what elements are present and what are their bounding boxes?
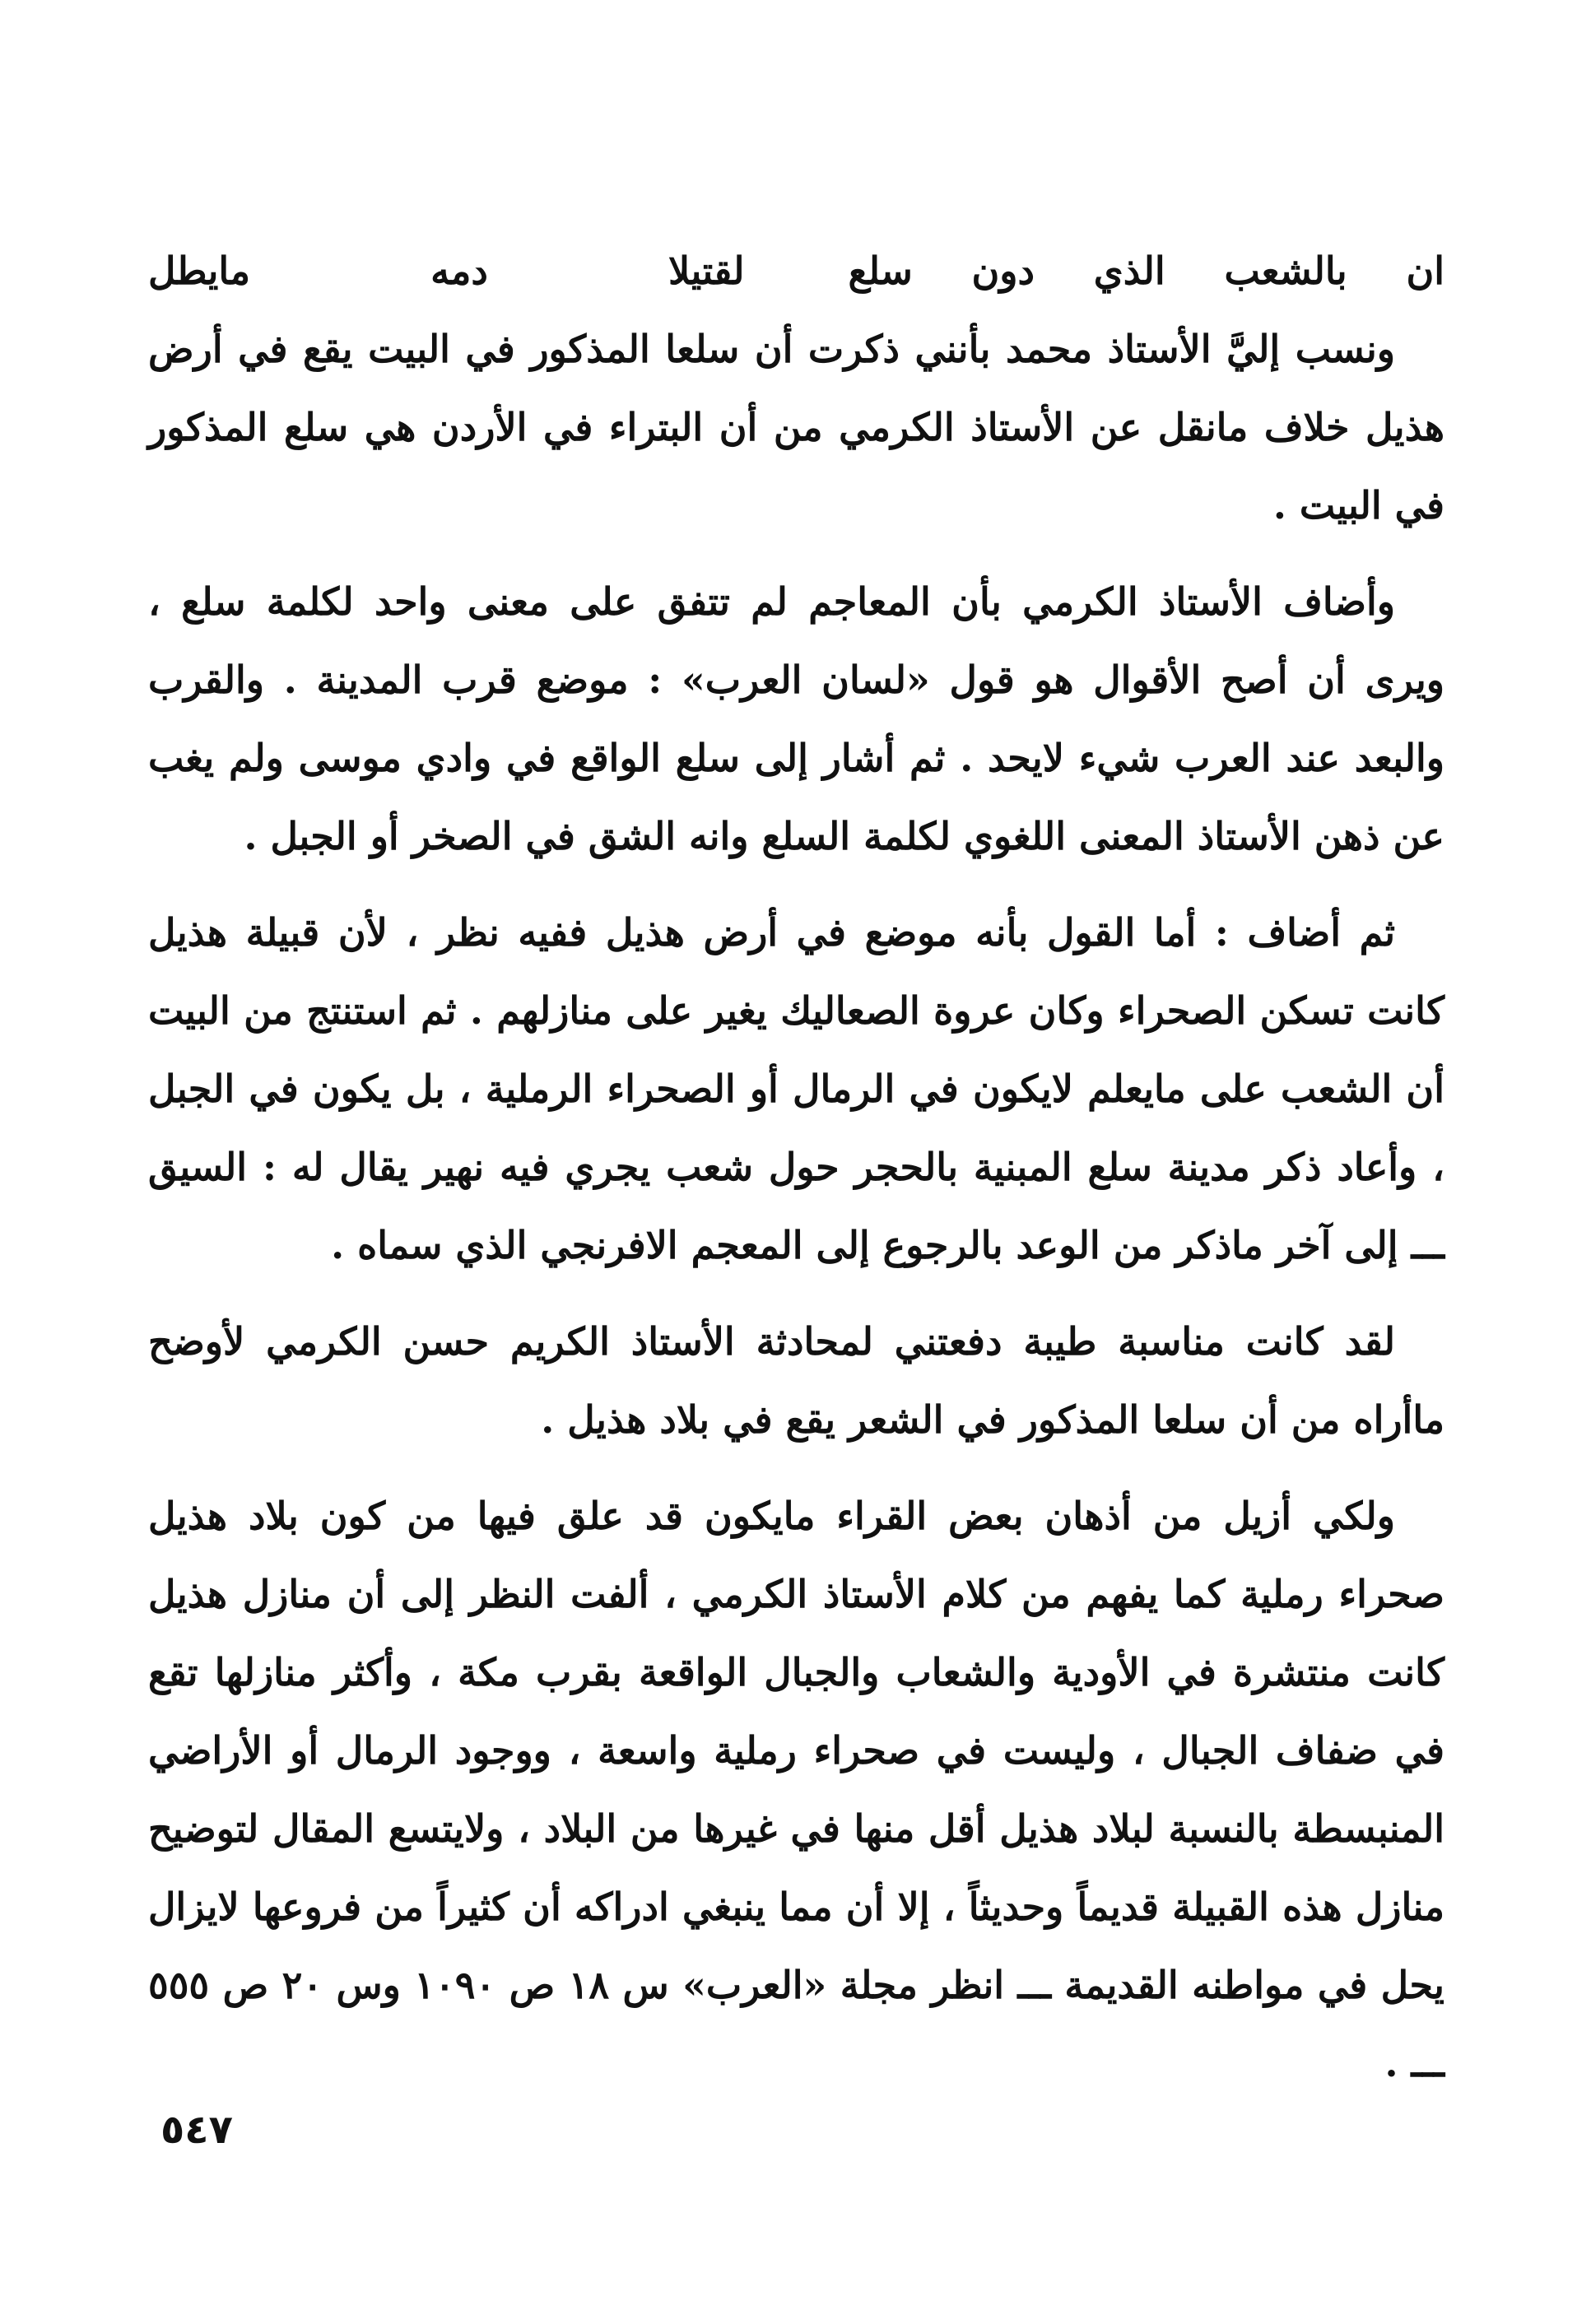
verse-word: دمه xyxy=(430,249,488,293)
verse-word: دون xyxy=(971,249,1035,293)
verse-first-hemistich xyxy=(849,232,1445,310)
article-body xyxy=(148,232,1444,2127)
verse-word: ان xyxy=(1406,249,1444,293)
verse-word: مايطل xyxy=(148,249,251,293)
paragraph-hudhayl-objection: ثم أضاف : أما القول بأنه موضع في أرض هذيل ففيه نظر ، لأن قبيلة هذيل كانت تسكن الصحراء وكان عروة الصعاليك يغير على منازلهم . ثم استنتج من البيت أن الشعب على مايعلم لايكون في الرمال أو الصحراء الرملية ، بل يكون في الجبل ، وأعاد ذكر مدينة سلع المبنية بالحجر حول شعب يجري فيه نهير يقال له : السيق ـــ إلى آخر ماذكر من الوعد بالرجوع إلى المعجم الافرنجي الذي سماه . xyxy=(148,910,1444,1267)
verse-word: بالشعب xyxy=(1224,249,1347,293)
poetry-verse xyxy=(148,232,1444,310)
paragraph-hudhayl-lands: ولكي أزيل من أذهان بعض القراء مايكون قد علق فيها من كون بلاد هذيل صحراء رملية كما يفهم من كلام الأستاذ الكرمي ، ألفت النظر إلى أن منازل هذيل كانت منتشرة في الأودية والشعاب والجبال الواقعة بقرب مكة ، وأكثر منازلها تقع في ضفاف الجبال ، وليست في صحراء رملية واسعة ، ووجود الرمال أو الأراضي المنبسطة بالنسبة لبلاد هذيل أقل منها في غيرها من البلاد ، ولايتسع المقال لتوضيح منازل هذه القبيلة قديماً وحديثاً ، إلا أن مما ينبغي ادراكه أن كثيراً من فروعها لايزال يحل في مواطنه القديمة ـــ انظر مجلة «العرب» س ١٨ ص ١٠٩٠ وس ٢٠ ص ٥٥٥ ـــ . xyxy=(148,1494,1444,2085)
verse-second-hemistich xyxy=(148,232,745,310)
page-number: ٥٤٧ xyxy=(160,2107,233,2153)
verse-word: الذي xyxy=(1093,249,1165,293)
verse-word: سلع xyxy=(848,249,913,293)
paragraph-dictionaries: وأضاف الأستاذ الكرمي بأن المعاجم لم تتفق على معنى واحد لكلمة سلع ، ويرى أن أصح الأقوال هو قول «لسان العرب» : موضع قرب المدينة . والقرب والبعد عند العرب شيء لايحد . ثم أشار إلى سلع الواقع في وادي موسى ولم يغب عن ذهن الأستاذ المعنى اللغوي لكلمة السلع وانه الشق في الصخر أو الجبل . xyxy=(148,579,1444,858)
paragraph-occasion: لقد كانت مناسبة طيبة دفعتني لمحادثة الأستاذ الكريم حسن الكرمي لأوضح ماأراه من أن سلعا المذكور في الشعر يقع في بلاد هذيل . xyxy=(148,1319,1444,1442)
verse-word: لقتيلا xyxy=(668,249,745,293)
paragraph-attribution: ونسب إليَّ الأستاذ محمد بأنني ذكرت أن سلعا المذكور في البيت يقع في أرض هذيل خلاف مانقل عن الأستاذ الكرمي من أن البتراء في الأردن هي سلع المذكور في البيت . xyxy=(148,327,1444,528)
